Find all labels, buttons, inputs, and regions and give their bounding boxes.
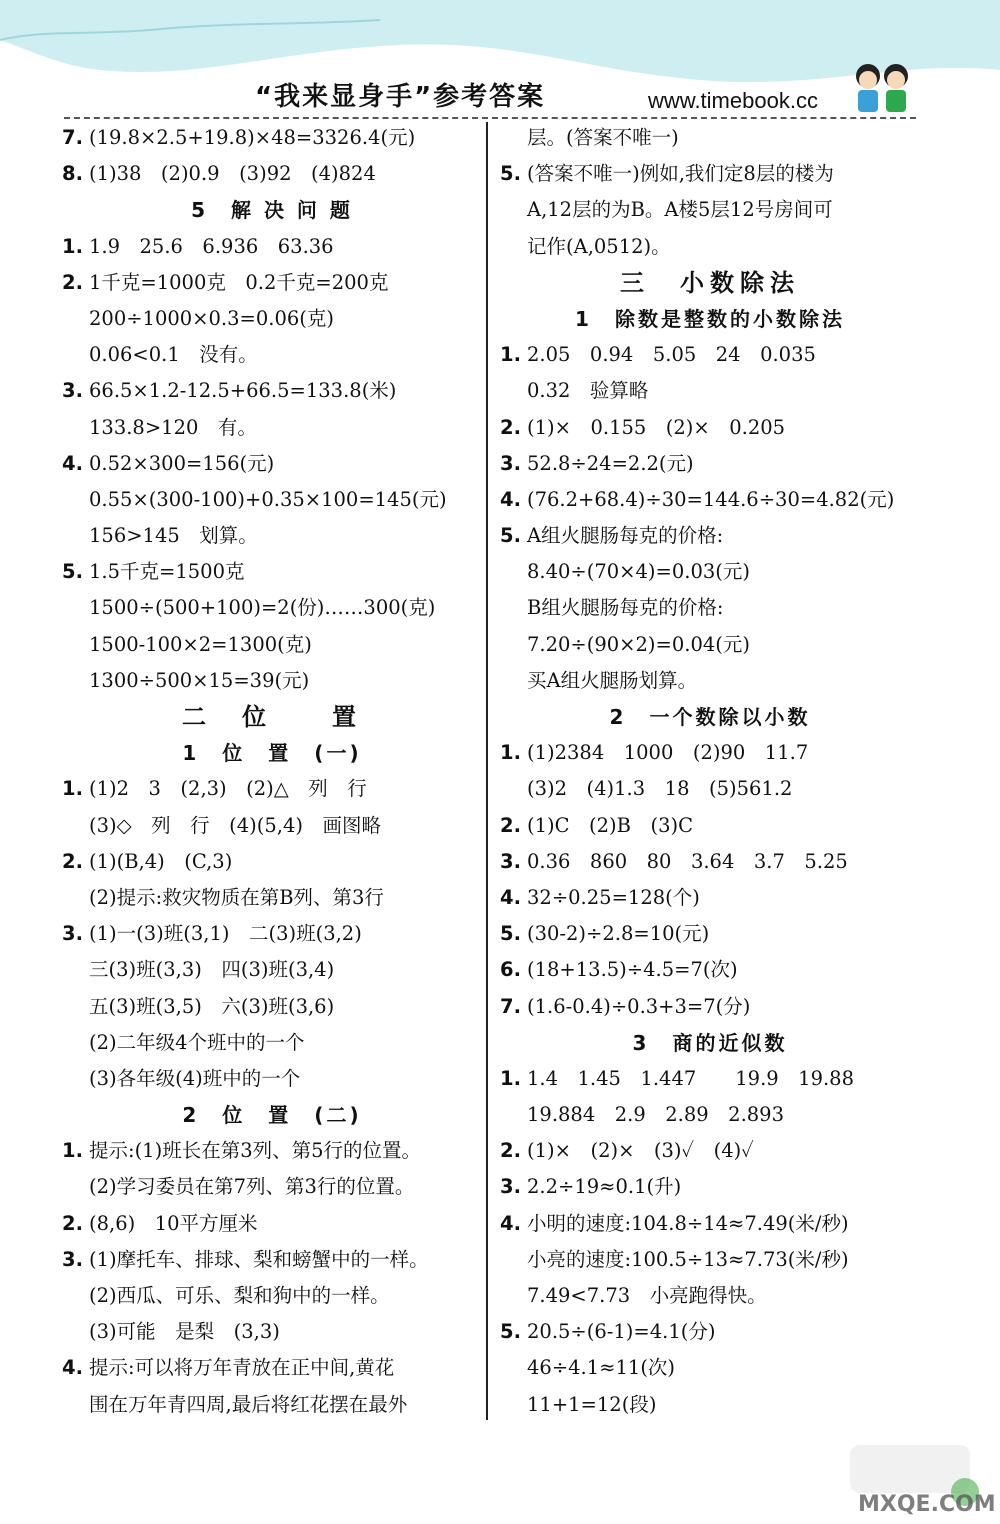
header-title: “我来显身手”参考答案 (255, 82, 546, 112)
column-divider (486, 122, 488, 1420)
continuation-text: 五(3)班(3,5) 六(3)班(3,6) (89, 994, 335, 1018)
continuation-text: 7.20÷(90×2)=0.04(元) (527, 632, 751, 656)
answer-continuation (62, 952, 482, 988)
item-number: 2. (500, 813, 521, 837)
continuation-text: 7.49<7.73 小亮跑得快。 (527, 1284, 767, 1307)
item-number: 1. (500, 343, 521, 367)
item-number: 2. (62, 1211, 83, 1235)
answer-item (500, 156, 920, 192)
answer-item (62, 120, 482, 156)
item-text: (1)(B,4) (C,3) (89, 849, 233, 873)
answer-item (500, 989, 920, 1025)
answer-item (62, 229, 482, 265)
item-text: 20.5÷(6-1)=4.1(分) (527, 1320, 716, 1344)
answer-item (500, 880, 920, 916)
item-text: 1.4 1.45 1.447 19.9 19.88 (527, 1066, 854, 1090)
answer-item (62, 265, 482, 301)
answer-continuation (62, 301, 482, 337)
answer-continuation (500, 229, 920, 265)
answer-continuation (500, 1350, 920, 1386)
answer-item (500, 1206, 920, 1242)
answer-item (62, 554, 482, 590)
answer-item (500, 808, 920, 844)
left-column (62, 120, 482, 1423)
item-text: A组火腿肠每克的价格: (527, 524, 724, 548)
header-url: www.timebook.cc (648, 88, 818, 113)
answer-continuation (500, 373, 920, 409)
item-text: (1)38 (2)0.9 (3)92 (4)824 (89, 162, 376, 186)
answer-continuation (62, 808, 482, 844)
section-heading: 1 除数是整数的小数除法 (575, 306, 845, 331)
answer-item (62, 373, 482, 409)
answer-item (500, 518, 920, 554)
item-text: (答案不唯一)例如,我们定8层的楼为 (527, 162, 834, 186)
continuation-text: (2)提示:救灾物质在第B列、第3行 (89, 885, 384, 909)
continuation-text: 0.06<0.1 没有。 (89, 343, 258, 367)
item-text: 52.8÷24=2.2(元) (527, 451, 694, 475)
item-text: (1)2 3 (2,3) (2)△ 列 行 (89, 777, 367, 801)
continuation-text: 记作(A,0512)。 (527, 234, 671, 258)
answer-continuation (62, 880, 482, 916)
answer-item (62, 771, 482, 807)
item-number: 7. (500, 994, 521, 1018)
answer-continuation (500, 192, 920, 228)
answer-continuation (500, 1242, 920, 1278)
item-number: 2. (62, 849, 83, 873)
answer-continuation (500, 120, 920, 156)
continuation-text: 156>145 划算。 (89, 524, 258, 548)
kids-mascot-icon (848, 58, 918, 118)
answer-continuation (62, 1278, 482, 1314)
answer-item (62, 1242, 482, 1278)
section-heading: 5 解 决 问 题 (191, 198, 353, 223)
item-number: 3. (500, 451, 521, 475)
answer-continuation (62, 1314, 482, 1350)
continuation-text: (2)二年级4个班中的一个 (89, 1030, 305, 1054)
answer-item (500, 337, 920, 373)
item-number: 3. (62, 1247, 83, 1271)
answer-continuation (62, 1061, 482, 1097)
answer-item (500, 1314, 920, 1350)
answer-item (62, 1133, 482, 1169)
item-text: (1.6-0.4)÷0.3+3=7(分) (527, 994, 751, 1018)
answer-continuation (500, 627, 920, 663)
answer-item (500, 735, 920, 771)
section-heading: 2 位 置 (二) (182, 1103, 362, 1128)
item-text: 小明的速度:104.8÷14≈7.49(米/秒) (527, 1211, 849, 1235)
item-text: (8,6) 10平方厘米 (89, 1211, 258, 1235)
answer-item (500, 446, 920, 482)
continuation-text: 三(3)班(3,3) 四(3)班(3,4) (89, 958, 335, 982)
item-text: (19.8×2.5+19.8)×48=3326.4(元) (89, 126, 416, 149)
continuation-text: 133.8>120 有。 (89, 415, 257, 439)
answer-continuation (500, 554, 920, 590)
item-number: 5. (500, 524, 521, 548)
item-text: 1千克=1000克 0.2千克=200克 (89, 270, 389, 294)
continuation-text: 0.55×(300-100)+0.35×100=145(元) (89, 487, 447, 511)
answer-item (62, 156, 482, 192)
item-text: 提示:可以将万年青放在正中间,黄花 (89, 1356, 395, 1380)
item-number: 3. (500, 849, 521, 873)
item-number: 3. (500, 1175, 521, 1199)
continuation-text: (3)2 (4)1.3 18 (5)561.2 (527, 777, 793, 801)
item-text: (1)× (2)× (3)✓ (4)✓ (527, 1139, 754, 1163)
item-number: 7. (62, 126, 83, 149)
continuation-text: (2)西瓜、可乐、梨和狗中的一样。 (89, 1284, 390, 1307)
section-heading: 2 一个数除以小数 (609, 705, 811, 729)
answer-item (62, 1350, 482, 1386)
answer-continuation (62, 1387, 482, 1423)
item-number: 4. (62, 451, 83, 475)
item-number: 2. (500, 1139, 521, 1163)
right-column (500, 120, 920, 1423)
continuation-text: (3)◇ 列 行 (4)(5,4) 画图略 (89, 813, 381, 837)
item-text: (18+13.5)÷4.5=7(次) (527, 958, 738, 982)
chapter-heading: 三 小数除法 (620, 268, 800, 297)
continuation-text: (2)学习委员在第7列、第3行的位置。 (89, 1175, 415, 1199)
continuation-text: 小亮的速度:100.5÷13≈7.73(米/秒) (527, 1247, 849, 1271)
item-number: 4. (500, 487, 521, 511)
item-text: (1)一(3)班(3,1) 二(3)班(3,2) (89, 922, 362, 946)
answer-item (500, 844, 920, 880)
answer-continuation (62, 627, 482, 663)
watermark-text: MXQE.COM (858, 1492, 996, 1517)
item-text: (1)× 0.155 (2)× 0.205 (527, 415, 786, 439)
item-text: (1)C (2)B (3)C (527, 813, 694, 837)
item-text: 0.36 860 80 3.64 3.7 5.25 (527, 849, 848, 873)
answer-continuation (62, 590, 482, 626)
answer-continuation (62, 337, 482, 373)
answer-item (500, 916, 920, 952)
answer-item (500, 952, 920, 988)
continuation-text: A,12层的为B。A楼5层12号房间可 (527, 198, 833, 222)
answer-continuation (500, 590, 920, 626)
item-number: 1. (62, 234, 83, 258)
answer-item (62, 844, 482, 880)
continuation-text: (3)可能 是梨 (3,3) (89, 1320, 280, 1344)
section-heading: 3 商的近似数 (632, 1030, 788, 1055)
item-text: 1.5千克=1500克 (89, 560, 245, 584)
item-text: (30-2)÷2.8=10(元) (527, 922, 710, 946)
answer-item (500, 482, 920, 518)
answer-continuation (62, 1169, 482, 1205)
chapter-heading: 二 位 置 (182, 703, 362, 731)
item-text: 2.05 0.94 5.05 24 0.035 (527, 343, 816, 367)
item-text: (1)2384 1000 (2)90 11.7 (527, 741, 809, 765)
continuation-text: B组火腿肠每克的价格: (527, 596, 724, 620)
item-number: 1. (500, 741, 521, 765)
item-number: 1. (62, 777, 83, 801)
item-number: 6. (500, 958, 521, 982)
item-number: 5. (500, 1320, 521, 1344)
continuation-text: 层。(答案不唯一) (527, 126, 679, 149)
item-number: 4. (500, 885, 521, 909)
continuation-text: 买A组火腿肠划算。 (527, 668, 698, 692)
continuation-text: 1300÷500×15=39(元) (89, 668, 310, 692)
item-number: 3. (62, 922, 83, 946)
continuation-text: 围在万年青四周,最后将红花摆在最外 (89, 1392, 408, 1416)
item-number: 1. (500, 1066, 521, 1090)
item-number: 1. (62, 1139, 83, 1163)
answer-item (62, 446, 482, 482)
page-header (0, 0, 1000, 122)
answer-continuation (62, 410, 482, 446)
item-text: (76.2+68.4)÷30=144.6÷30=4.82(元) (527, 487, 895, 511)
continuation-text: 1500÷(500+100)=2(份)……300(克) (89, 596, 436, 620)
item-number: 3. (62, 379, 83, 403)
item-text: (1)摩托车、排球、梨和螃蟹中的一样。 (89, 1247, 429, 1271)
answer-continuation (500, 1387, 920, 1423)
continuation-text: 8.40÷(70×4)=0.03(元) (527, 560, 751, 584)
answer-continuation (62, 989, 482, 1025)
item-number: 4. (500, 1211, 521, 1235)
answer-item (62, 916, 482, 952)
answer-item (500, 1061, 920, 1097)
item-number: 5. (500, 162, 521, 186)
continuation-text: 1500-100×2=1300(克) (89, 632, 312, 656)
continuation-text: 46÷4.1≈11(次) (527, 1356, 676, 1380)
item-number: 5. (500, 922, 521, 946)
continuation-text: 11+1=12(段) (527, 1392, 657, 1416)
item-number: 8. (62, 162, 83, 186)
answer-continuation (62, 518, 482, 554)
answer-item (500, 1169, 920, 1205)
item-text: 32÷0.25=128(个) (527, 885, 700, 909)
item-text: 66.5×1.2-12.5+66.5=133.8(米) (89, 379, 397, 403)
item-number: 4. (62, 1356, 83, 1380)
section-heading: 1 位 置 (一) (182, 741, 362, 766)
item-number: 5. (62, 560, 83, 584)
answer-continuation (500, 771, 920, 807)
answer-continuation (500, 663, 920, 699)
item-number: 2. (500, 415, 521, 439)
answer-continuation (62, 1025, 482, 1061)
item-text: 0.52×300=156(元) (89, 451, 275, 475)
answer-continuation (500, 1097, 920, 1133)
answer-item (62, 1206, 482, 1242)
continuation-text: 0.32 验算略 (527, 379, 649, 403)
continuation-text: 19.884 2.9 2.89 2.893 (527, 1103, 784, 1127)
item-text: 提示:(1)班长在第3列、第5行的位置。 (89, 1139, 422, 1163)
item-number: 2. (62, 270, 83, 294)
item-text: 2.2÷19≈0.1(升) (527, 1175, 682, 1199)
answer-item (500, 410, 920, 446)
answer-continuation (62, 482, 482, 518)
continuation-text: 200÷1000×0.3=0.06(克) (89, 306, 335, 330)
answer-continuation (500, 1278, 920, 1314)
header-divider (64, 117, 916, 119)
answer-item (500, 1133, 920, 1169)
item-text: 1.9 25.6 6.936 63.36 (89, 234, 334, 258)
continuation-text: (3)各年级(4)班中的一个 (89, 1066, 301, 1090)
answer-continuation (62, 663, 482, 699)
